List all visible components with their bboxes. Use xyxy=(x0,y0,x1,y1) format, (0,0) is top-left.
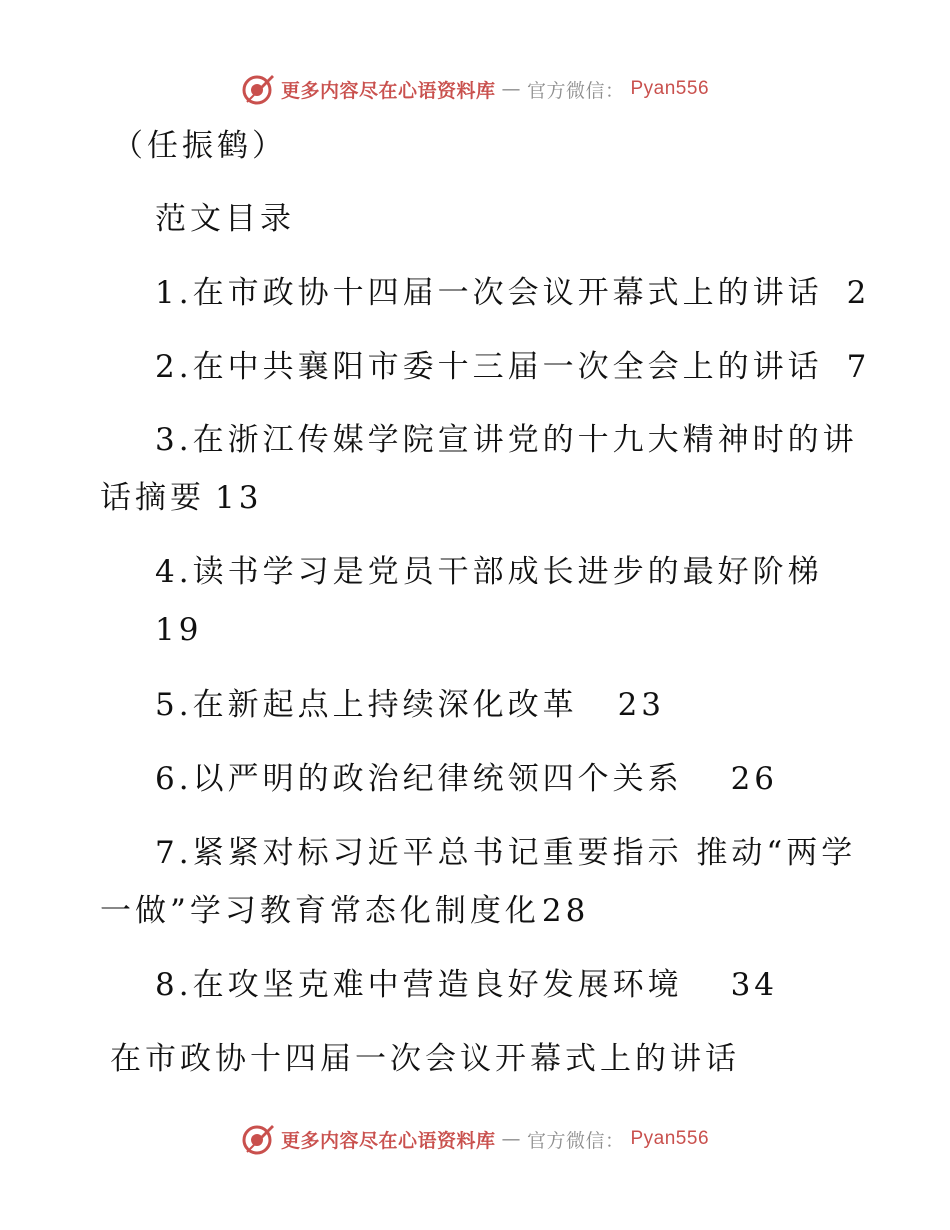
toc-item-title-line1: 7.紧紧对标习近平总书记重要指示 推动“两学 xyxy=(155,835,857,871)
toc-item-page: 2 xyxy=(846,275,871,311)
watermark-account: Pyan556 xyxy=(630,1128,710,1149)
watermark-dash: — xyxy=(501,78,521,100)
toc-heading: 范文目录 xyxy=(155,201,295,237)
toc-item-title-line2: 话摘要 xyxy=(100,480,205,516)
toc-item-5[interactable] xyxy=(155,687,666,723)
toc-item-page: 28 xyxy=(541,893,590,929)
toc-item-page: 19 xyxy=(155,612,203,648)
toc-item-title: 4.读书学习是党员干部成长进步的最好阶梯 xyxy=(155,554,823,590)
watermark-dash: — xyxy=(501,1128,521,1150)
watermark-account: Pyan556 xyxy=(630,78,710,99)
watermark-site-text: 更多内容尽在心语资料库 xyxy=(280,1129,496,1152)
toc-item-title: 5.在新起点上持续深化改革 xyxy=(155,687,578,723)
toc-item-page: 23 xyxy=(617,687,666,723)
toc-item-3[interactable] xyxy=(155,422,858,458)
toc-item-title: 8.在攻坚克难中营造良好发展环境 xyxy=(155,967,683,1003)
toc-item-2[interactable] xyxy=(155,349,871,385)
toc-item-title: 1.在市政协十四届一次会议开幕式上的讲话 xyxy=(155,275,823,311)
watermark-site-text: 更多内容尽在心语资料库 xyxy=(280,79,496,102)
toc-item-page: 26 xyxy=(730,761,779,797)
toc-item-title-line2: 一做”学习教育常态化制度化 xyxy=(100,893,540,929)
toc-item-4[interactable] xyxy=(155,554,823,590)
toc-item-title-line1: 3.在浙江传媒学院宣讲党的十九大精神时的讲 xyxy=(155,422,858,458)
toc-item-6[interactable] xyxy=(155,761,779,797)
author-line: （任振鹤） xyxy=(112,128,287,164)
watermark-wechat-label: 官方微信： xyxy=(526,1129,625,1152)
quill-logo-icon xyxy=(241,1122,275,1156)
toc-item-page: 34 xyxy=(730,967,779,1003)
watermark-wechat-label: 官方微信： xyxy=(526,79,625,102)
toc-item-title: 6.以严明的政治纪律统领四个关系 xyxy=(155,761,683,797)
toc-item-page: 7 xyxy=(846,349,871,385)
toc-item-7[interactable] xyxy=(155,835,857,871)
quill-logo-icon xyxy=(241,72,275,106)
toc-item-8[interactable] xyxy=(155,967,779,1003)
header-watermark xyxy=(0,72,950,106)
section-title: 在市政协十四届一次会议开幕式上的讲话 xyxy=(110,1041,740,1077)
toc-item-4-page-line[interactable] xyxy=(155,612,203,648)
toc-item-3-continued[interactable] xyxy=(100,480,263,516)
toc-item-1[interactable] xyxy=(155,275,871,311)
footer-watermark xyxy=(0,1122,950,1156)
toc-item-title: 2.在中共襄阳市委十三届一次全会上的讲话 xyxy=(155,349,823,385)
toc-item-7-continued[interactable] xyxy=(100,893,590,929)
toc-item-page: 13 xyxy=(215,480,263,516)
